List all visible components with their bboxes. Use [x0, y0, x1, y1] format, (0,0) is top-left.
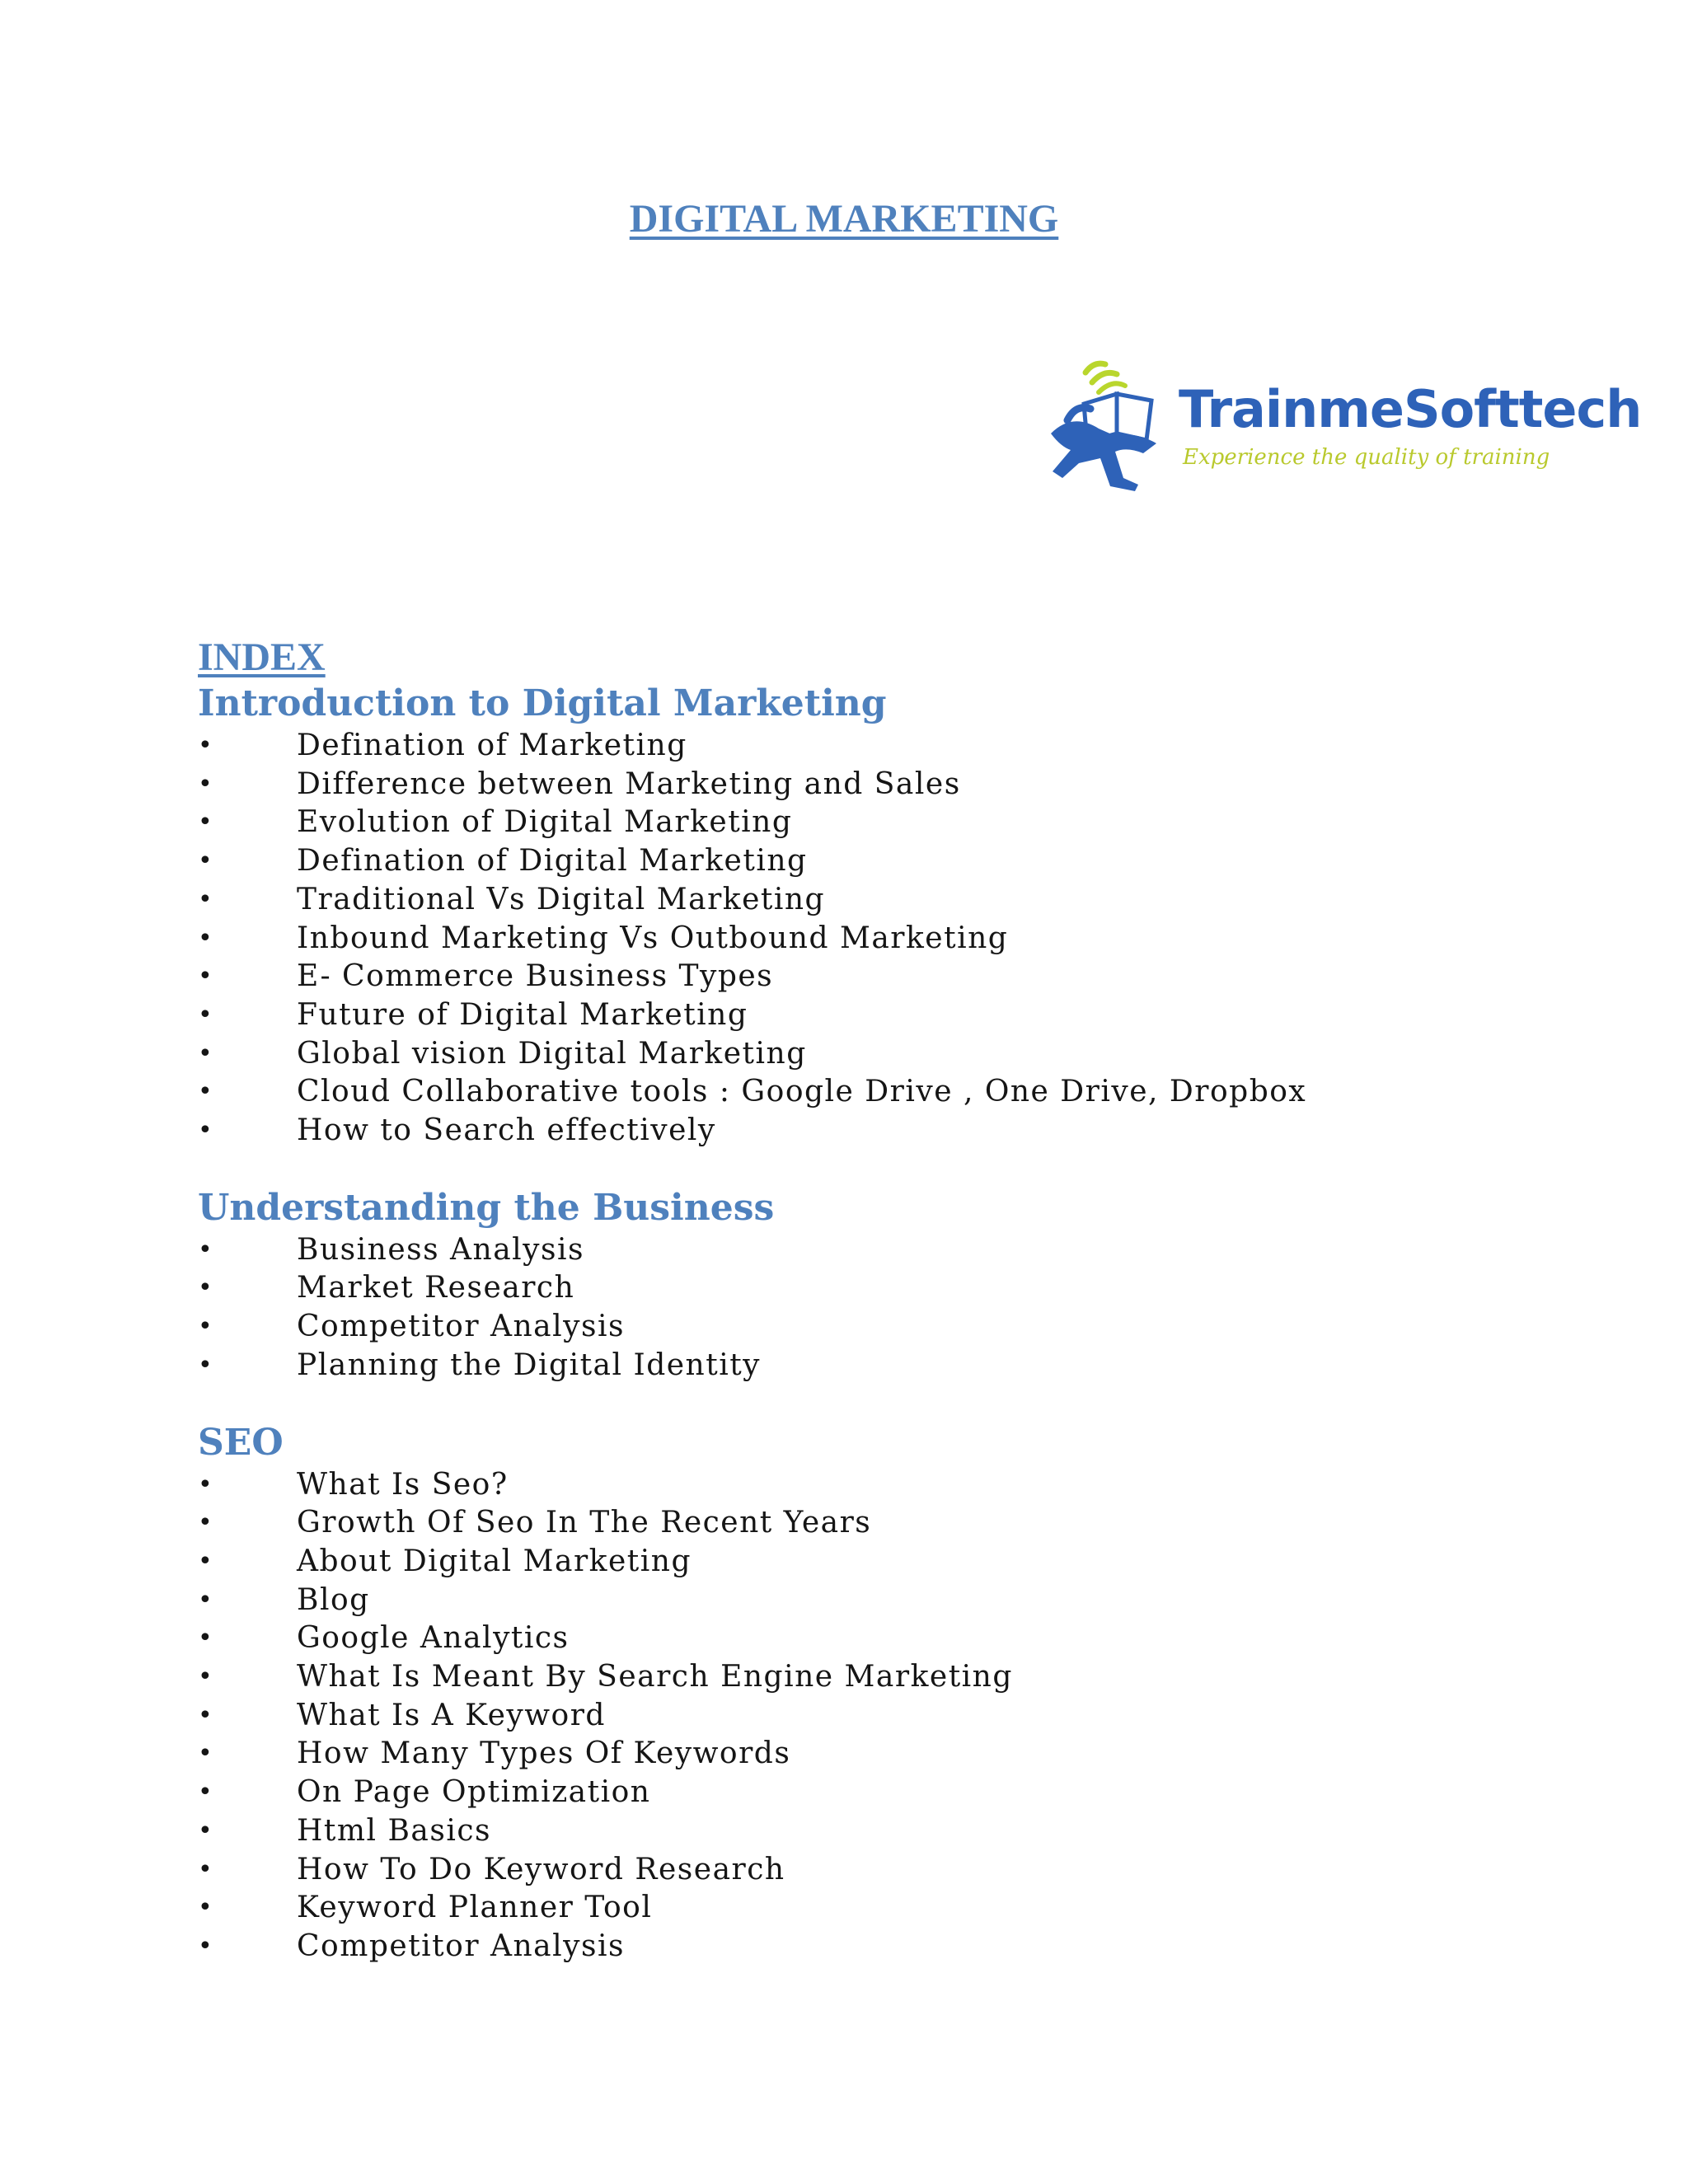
bullet-icon: •: [198, 923, 214, 953]
list-item: • How Many Types Of Keywords: [198, 1735, 1599, 1774]
index-content: [198, 635, 1599, 1966]
section-item-list: [198, 1231, 1599, 1385]
bullet-icon: •: [198, 731, 214, 760]
list-item: • Html Basics: [198, 1812, 1599, 1851]
list-item: • Business Analysis: [198, 1231, 1599, 1270]
section-item-list: [198, 1466, 1599, 1966]
bullet-icon: •: [198, 1235, 214, 1264]
list-item: • Keyword Planner Tool: [198, 1889, 1599, 1928]
section-heading: Introduction to Digital Marketing: [198, 682, 887, 724]
logo-tagline: Experience the quality of training: [1183, 445, 1550, 470]
list-item: • Global vision Digital Marketing: [198, 1035, 1599, 1074]
bullet-icon: •: [198, 1077, 214, 1107]
index-label: INDEX: [198, 635, 326, 679]
running-book-logo-icon: [1034, 354, 1179, 494]
list-item: • Competitor Analysis: [198, 1928, 1599, 1966]
list-item: • Future of Digital Marketing: [198, 996, 1599, 1035]
list-item: • Cloud Collaborative tools : Google Drive , One Drive, Dropbox: [198, 1073, 1599, 1112]
bullet-icon: •: [198, 1350, 214, 1380]
list-item: • Inbound Marketing Vs Outbound Marketing: [198, 920, 1599, 958]
section-seo: [198, 1420, 1599, 1966]
bullet-icon: •: [198, 1116, 214, 1146]
bullet-icon: •: [198, 1816, 214, 1845]
bullet-icon: •: [198, 884, 214, 914]
bullet-icon: •: [198, 1624, 214, 1653]
list-item: • How To Do Keyword Research: [198, 1851, 1599, 1890]
list-item: • What Is Seo?: [198, 1466, 1599, 1505]
bullet-icon: •: [198, 962, 214, 991]
bullet-icon: •: [198, 1000, 214, 1029]
bullet-icon: •: [198, 1273, 214, 1303]
list-item: • Traditional Vs Digital Marketing: [198, 881, 1599, 920]
list-item: • E- Commerce Business Types: [198, 958, 1599, 996]
trainmesofttech-logo: [1034, 354, 1642, 503]
list-item: • Market Research: [198, 1269, 1599, 1308]
bullet-icon: •: [198, 1546, 214, 1576]
list-item: • Difference between Marketing and Sales: [198, 766, 1599, 804]
section-heading: SEO: [198, 1421, 284, 1464]
section-understanding-business: [198, 1185, 1599, 1385]
list-item: • Google Analytics: [198, 1619, 1599, 1658]
section-introduction: [198, 681, 1599, 1151]
bullet-icon: •: [198, 1931, 214, 1961]
list-item: • Competitor Analysis: [198, 1308, 1599, 1347]
logo-name: TrainmeSofttech: [1179, 379, 1642, 439]
bullet-icon: •: [198, 1854, 214, 1884]
bullet-icon: •: [198, 1038, 214, 1068]
list-item: • Defination of Digital Marketing: [198, 842, 1599, 881]
bullet-icon: •: [198, 769, 214, 799]
section-item-list: [198, 727, 1599, 1151]
list-item: • What Is A Keyword: [198, 1697, 1599, 1736]
bullet-icon: •: [198, 1700, 214, 1730]
bullet-icon: •: [198, 846, 214, 876]
bullet-icon: •: [198, 808, 214, 837]
list-item: • What Is Meant By Search Engine Marketing: [198, 1658, 1599, 1697]
bullet-icon: •: [198, 1585, 214, 1615]
bullet-icon: •: [198, 1508, 214, 1538]
list-item: • Growth Of Seo In The Recent Years: [198, 1504, 1599, 1543]
bullet-icon: •: [198, 1893, 214, 1923]
list-item: • Planning the Digital Identity: [198, 1347, 1599, 1385]
bullet-icon: •: [198, 1739, 214, 1769]
list-item: • About Digital Marketing: [198, 1543, 1599, 1582]
bullet-icon: •: [198, 1778, 214, 1807]
document-title: DIGITAL MARKETING: [629, 197, 1059, 241]
bullet-icon: •: [198, 1312, 214, 1342]
list-item: • Evolution of Digital Marketing: [198, 804, 1599, 842]
section-heading: Understanding the Business: [198, 1186, 775, 1229]
list-item: • How to Search effectively: [198, 1112, 1599, 1151]
bullet-icon: •: [198, 1662, 214, 1692]
list-item: • Blog: [198, 1582, 1599, 1620]
bullet-icon: •: [198, 1469, 214, 1499]
list-item: • On Page Optimization: [198, 1774, 1599, 1812]
list-item: • Defination of Marketing: [198, 727, 1599, 766]
